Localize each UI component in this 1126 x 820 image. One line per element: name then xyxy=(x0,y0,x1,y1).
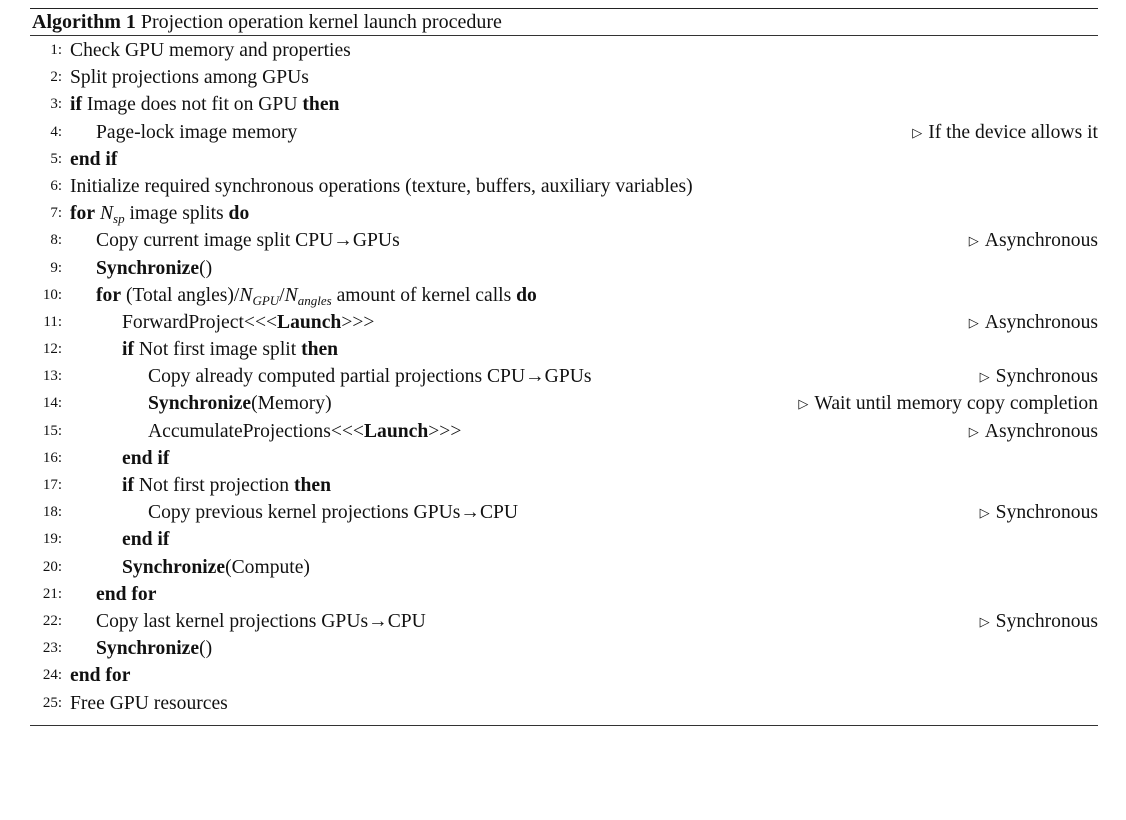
line-comment xyxy=(969,227,1098,255)
line-text: Copy previous kernel projections GPUs→CPU xyxy=(148,502,519,524)
line-number: 13: xyxy=(42,368,62,385)
algorithm-line xyxy=(30,200,1098,227)
comment-text: Asynchronous xyxy=(984,230,1098,252)
line-number: 15: xyxy=(42,422,62,439)
line-comment xyxy=(798,390,1098,418)
algorithm-line xyxy=(30,119,1098,146)
algorithm-line xyxy=(30,635,1098,662)
algorithm-line xyxy=(30,690,1098,717)
line-body xyxy=(70,146,117,173)
algorithm-lines xyxy=(30,36,1098,717)
launch-close: >>> xyxy=(428,420,462,442)
comment-triangle-icon: ▷ xyxy=(979,505,990,521)
comment-text: Synchronous xyxy=(995,610,1098,632)
line-body xyxy=(70,91,339,118)
comment-text: Asynchronous xyxy=(984,420,1098,442)
comment-triangle-icon: ▷ xyxy=(968,423,979,439)
keyword-synchronize: Synchronize xyxy=(96,638,200,660)
line-text: Not first projection xyxy=(138,475,290,496)
line-body xyxy=(122,309,374,336)
line-text: Copy already computed partial projections CPU→GPUs xyxy=(148,366,592,388)
comment-triangle-icon: ▷ xyxy=(968,233,979,249)
line-number: 24: xyxy=(42,667,62,684)
algorithm-line xyxy=(30,336,1098,363)
comment-text: If the device allows it xyxy=(928,121,1098,143)
math-subscript: angles xyxy=(297,292,332,308)
line-text: Check GPU memory and properties xyxy=(70,40,351,61)
line-body xyxy=(70,200,249,227)
algorithm-line xyxy=(30,363,1098,390)
line-body xyxy=(122,445,169,472)
keyword-if: if xyxy=(122,339,134,361)
keyword-do: do xyxy=(516,284,537,306)
line-text: amount of kernel calls xyxy=(336,284,512,306)
keyword-end-if: end if xyxy=(122,529,170,551)
line-text: Not first image split xyxy=(138,339,297,361)
line-text: (Compute) xyxy=(225,556,310,578)
line-number: 11: xyxy=(43,313,62,330)
line-body xyxy=(122,472,331,499)
line-text: Page-lock image memory xyxy=(96,121,298,143)
line-number: 22: xyxy=(42,612,62,629)
line-number: 20: xyxy=(42,558,62,575)
line-number: 9: xyxy=(50,259,62,276)
keyword-then: then xyxy=(293,475,331,496)
line-number: 1: xyxy=(50,42,62,58)
line-text: (Memory) xyxy=(251,393,332,415)
line-text: AccumulateProjections xyxy=(148,420,331,442)
keyword-if: if xyxy=(122,475,134,496)
math-variable: N xyxy=(99,203,114,225)
launch-open: <<< xyxy=(243,311,278,333)
line-number: 23: xyxy=(42,640,62,657)
line-comment xyxy=(980,608,1098,636)
algorithm-line xyxy=(30,608,1098,635)
line-body xyxy=(122,336,338,363)
keyword-do: do xyxy=(228,203,250,225)
line-body xyxy=(122,526,169,553)
line-number: 8: xyxy=(50,232,62,249)
algorithm-line xyxy=(30,526,1098,553)
math-variable: N xyxy=(239,284,253,306)
algorithm-block xyxy=(30,8,1098,726)
math-subscript: GPU xyxy=(252,292,280,308)
line-comment xyxy=(969,309,1098,337)
line-body xyxy=(148,390,332,417)
keyword-if: if xyxy=(70,94,82,116)
line-body xyxy=(96,255,212,282)
bottom-rule xyxy=(30,725,1098,726)
line-number: 10: xyxy=(42,286,62,303)
keyword-synchronize: Synchronize xyxy=(122,556,226,578)
line-text: Split projections among GPUs xyxy=(70,67,309,89)
line-body xyxy=(70,662,130,689)
comment-triangle-icon: ▷ xyxy=(798,396,809,412)
keyword-for: for xyxy=(96,284,122,306)
keyword-synchronize: Synchronize xyxy=(96,257,200,279)
algorithm-line xyxy=(30,227,1098,254)
line-body xyxy=(96,282,537,309)
algorithm-line xyxy=(30,64,1098,91)
line-body xyxy=(96,581,156,608)
keyword-end-if: end if xyxy=(70,148,118,170)
keyword-launch: Launch xyxy=(277,311,342,333)
algorithm-line xyxy=(30,499,1098,526)
line-number: 17: xyxy=(42,477,62,493)
algorithm-line xyxy=(30,173,1098,200)
line-body xyxy=(96,635,212,662)
line-number: 6: xyxy=(50,177,62,194)
comment-triangle-icon: ▷ xyxy=(912,124,923,140)
line-text: () xyxy=(199,257,213,279)
algorithm-label: Algorithm 1 xyxy=(32,11,136,33)
keyword-launch: Launch xyxy=(363,420,429,442)
line-text: Image does not fit on GPU xyxy=(86,94,298,116)
comment-text: Synchronous xyxy=(995,502,1098,524)
line-text: image splits xyxy=(129,203,224,225)
launch-open: <<< xyxy=(330,420,364,442)
line-comment xyxy=(969,418,1098,446)
comment-text: Wait until memory copy completion xyxy=(814,393,1098,415)
algorithm-line xyxy=(30,37,1098,64)
algorithm-line xyxy=(30,146,1098,173)
comment-text: Synchronous xyxy=(995,366,1098,388)
line-body xyxy=(148,418,461,445)
line-comment xyxy=(980,499,1098,527)
algorithm-line xyxy=(30,445,1098,472)
comment-triangle-icon: ▷ xyxy=(968,314,979,330)
line-number: 2: xyxy=(50,69,62,86)
algorithm-line xyxy=(30,581,1098,608)
algorithm-line xyxy=(30,91,1098,118)
line-number: 7: xyxy=(50,205,62,222)
line-comment xyxy=(912,119,1098,147)
line-number: 4: xyxy=(50,123,62,140)
keyword-then: then xyxy=(301,339,339,361)
algorithm-line xyxy=(30,255,1098,282)
comment-triangle-icon: ▷ xyxy=(979,613,990,629)
comment-triangle-icon: ▷ xyxy=(979,369,990,385)
line-number: 16: xyxy=(42,449,62,466)
line-text: Copy current image split CPU→GPUs xyxy=(96,230,400,252)
line-text: () xyxy=(199,638,213,660)
line-text: ForwardProject xyxy=(122,311,244,333)
keyword-for: for xyxy=(70,203,96,225)
line-number: 3: xyxy=(50,96,62,113)
algorithm-line xyxy=(30,282,1098,309)
keyword-then: then xyxy=(302,94,340,116)
launch-close: >>> xyxy=(341,311,375,333)
math-variable: N xyxy=(284,284,298,306)
line-number: 18: xyxy=(42,504,62,521)
comment-text: Asynchronous xyxy=(984,311,1098,333)
keyword-end-for: end for xyxy=(70,665,131,687)
line-text-prefix: (Total angles)/ xyxy=(125,284,240,306)
line-number: 21: xyxy=(42,585,62,602)
line-number: 5: xyxy=(50,150,62,167)
keyword-synchronize: Synchronize xyxy=(148,393,252,415)
math-subscript: sp xyxy=(113,211,125,227)
algorithm-line xyxy=(30,418,1098,445)
algorithm-line xyxy=(30,662,1098,689)
algorithm-caption: Projection operation kernel launch procedure xyxy=(140,11,502,33)
line-body xyxy=(122,554,310,581)
algorithm-title xyxy=(30,9,1098,35)
line-number: 14: xyxy=(42,395,62,412)
line-number: 12: xyxy=(42,341,62,358)
line-comment xyxy=(980,363,1098,391)
line-text: Free GPU resources xyxy=(70,692,228,714)
algorithm-line xyxy=(30,554,1098,581)
math-slash: / xyxy=(279,284,285,306)
algorithm-line xyxy=(30,472,1098,499)
algorithm-line xyxy=(30,390,1098,417)
algorithm-line xyxy=(30,309,1098,336)
line-number: 25: xyxy=(42,694,62,711)
line-text: Copy last kernel projections GPUs→CPU xyxy=(96,610,426,632)
keyword-end-if: end if xyxy=(122,447,170,469)
line-number: 19: xyxy=(42,531,62,548)
line-text: Initialize required synchronous operations (texture, buffers, auxiliary variables) xyxy=(70,175,693,197)
keyword-end-for: end for xyxy=(96,583,157,605)
